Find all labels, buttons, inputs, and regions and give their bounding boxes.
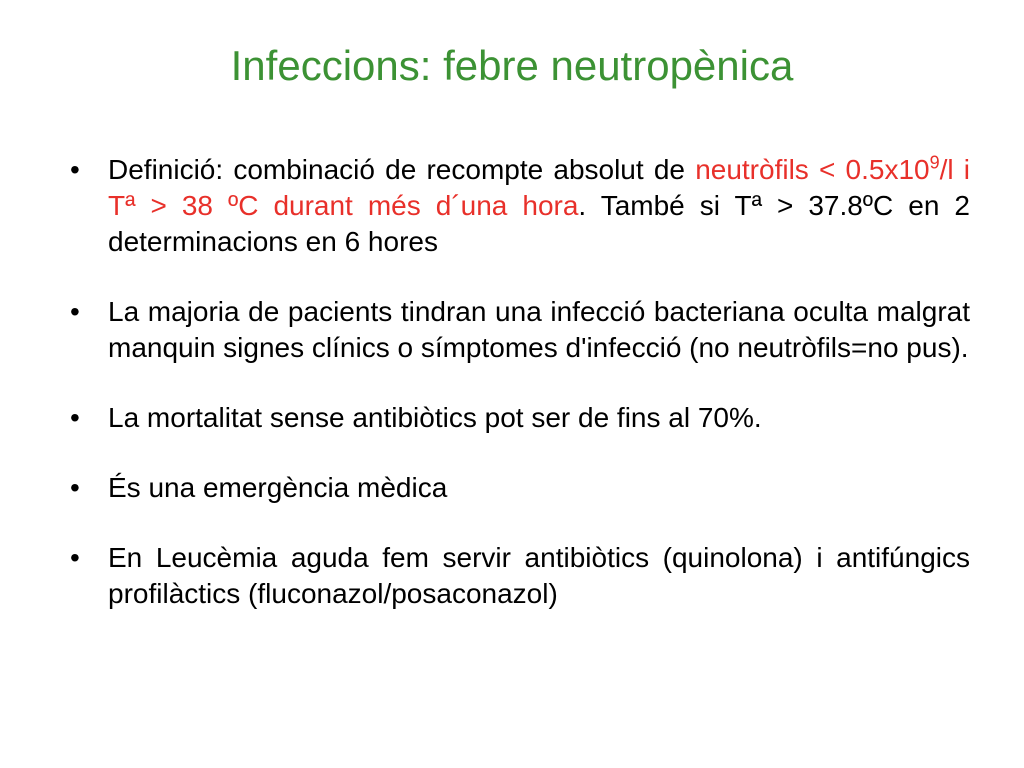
slide-title: Infeccions: febre neutropènica	[230, 42, 794, 89]
bullet-prophylaxis	[70, 540, 970, 612]
bullet-definition	[70, 152, 970, 260]
bullet-list	[70, 152, 970, 612]
emergency-text: És una emergència mèdica	[108, 472, 448, 503]
prophylaxis-text: En Leucèmia aguda fem servir antibiòtics (quinolona) i antifúngics profilàctics (fluconazol/posaconazol)	[108, 542, 970, 609]
mortality-text: La mortalitat sense antibiòtics pot ser de fins al 70%.	[108, 402, 762, 433]
definition-text: Definició: combinació de recompte absolut de	[108, 154, 696, 185]
hidden-infection-text: La majoria de pacients tindran una infecció bacteriana oculta malgrat manquin signes clínics o símptomes d'infecció (no neutròfils=no pus).	[108, 296, 970, 363]
bullet-mortality	[70, 400, 970, 436]
bullet-marker: •	[70, 472, 80, 503]
bullet-hidden-infection	[70, 294, 970, 366]
definition-exponent: 9	[929, 152, 940, 173]
definition-highlight-2: /l i Tª > 38 ºC durant més d´una hora	[108, 154, 971, 221]
bullet-emergency	[70, 470, 970, 506]
bullet-marker: •	[70, 296, 80, 327]
definition-highlight-1: neutròfils < 0.5x10	[695, 154, 930, 185]
definition-text-2: . També si Tª > 37.8ºC en 2 determinacions en 6 hores	[108, 190, 970, 257]
bullet-marker: •	[70, 542, 80, 573]
bullet-marker: •	[70, 402, 80, 433]
bullet-marker: •	[70, 154, 80, 185]
